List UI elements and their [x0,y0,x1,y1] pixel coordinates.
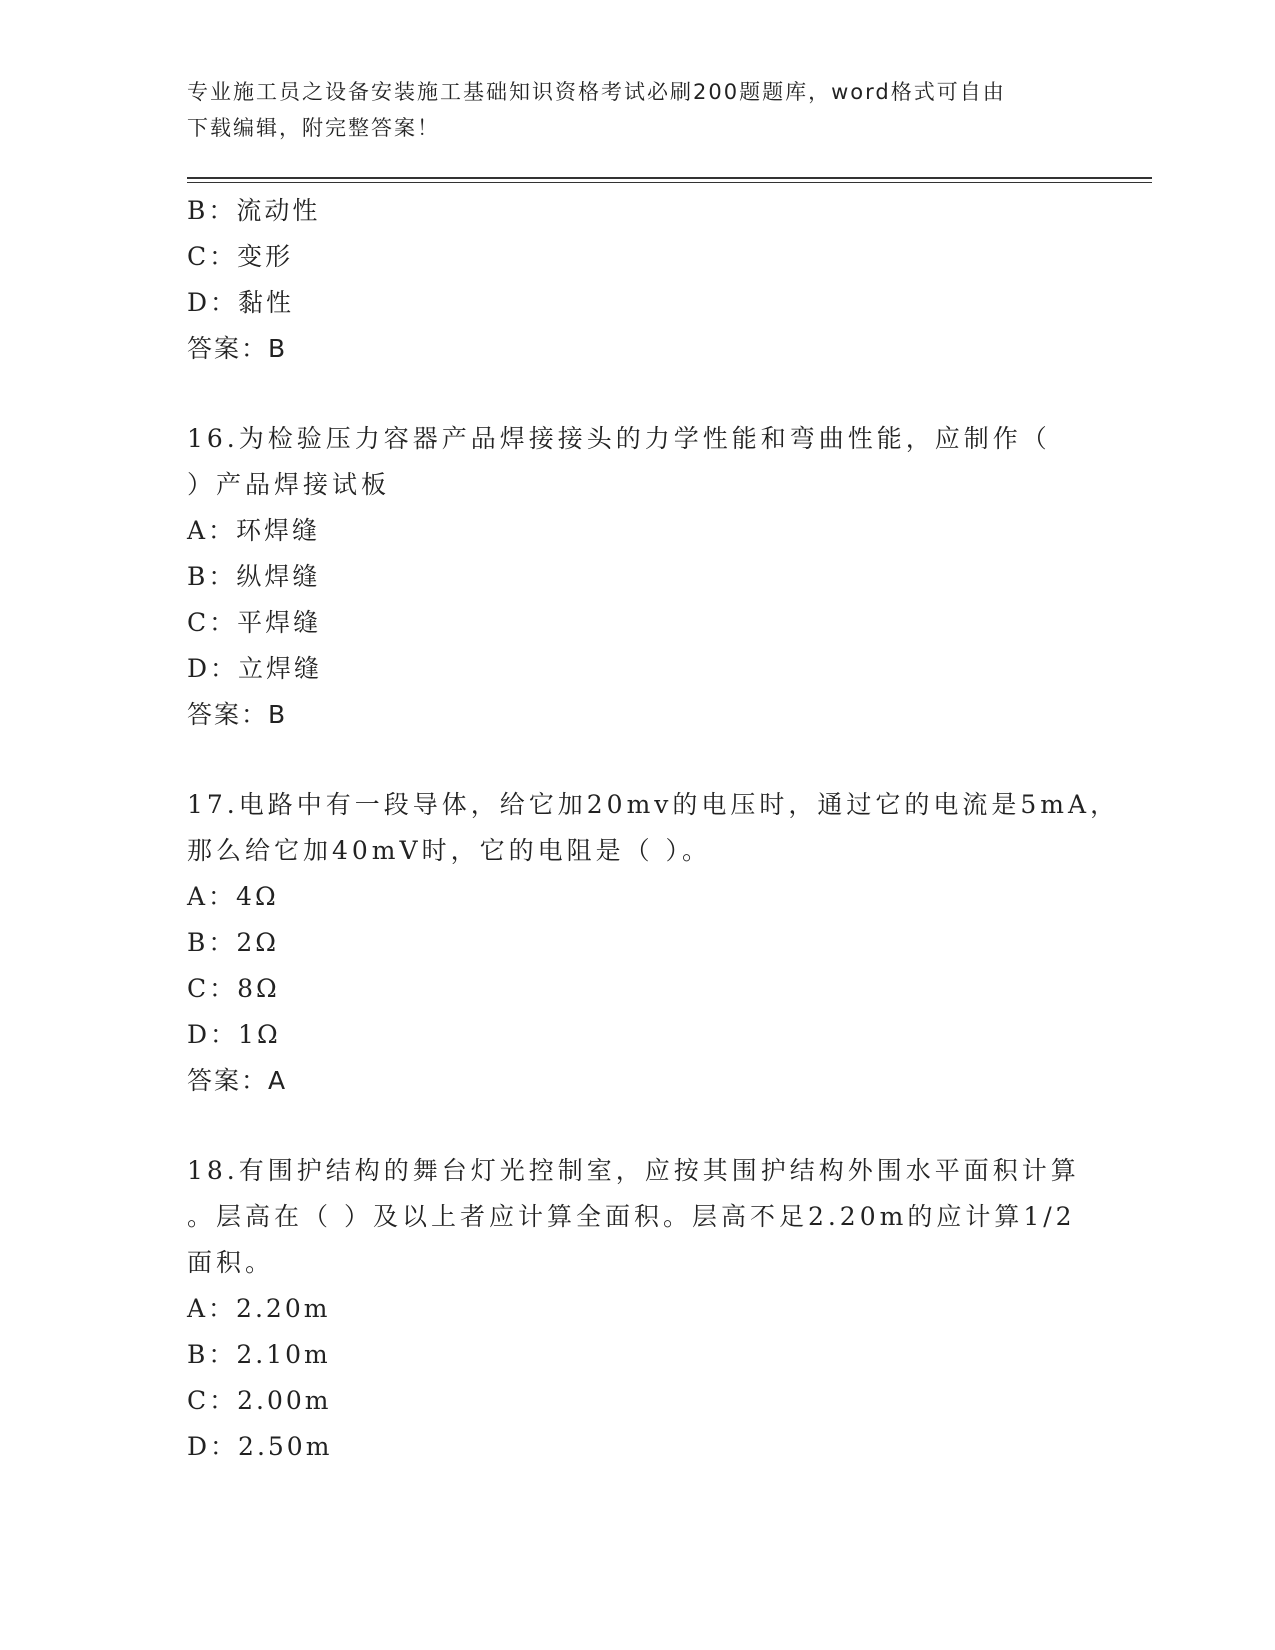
header-rule-thick [187,177,1152,179]
option-d: D：黏性 [187,288,295,317]
option-c: C：平焊缝 [187,608,322,637]
option-b: B：纵焊缝 [187,562,321,591]
question-18 [187,1148,1087,1470]
document-header [187,74,1067,146]
question-stem: 17.电路中有一段导体，给它加20mv的电压时，通过它的电流是5mA， [187,790,1120,819]
question-stem: 。层高在（ ）及以上者应计算全面积。层高不足2.20m的应计算1/2 [187,1202,1076,1231]
header-line-1: 专业施工员之设备安装施工基础知识资格考试必刷200题题库，word格式可自由 [187,80,1006,104]
option-d: D：1Ω [187,1020,281,1049]
question-stem: ）产品焊接试板 [187,470,391,499]
question-16 [187,416,1087,738]
answer-line: 答案：B [187,334,288,363]
header-line-2: 下载编辑，附完整答案！ [187,116,440,140]
option-a: A：4Ω [187,882,279,911]
question-stem: 16.为检验压力容器产品焊接接头的力学性能和弯曲性能，应制作（ [187,424,1051,453]
question-stem: 那么给它加40mV时，它的电阻是（ ）。 [187,836,712,865]
option-d: D：立焊缝 [187,654,323,683]
question-15-tail [187,188,1087,372]
question-stem: 18.有围护结构的舞台灯光控制室，应按其围护结构外围水平面积计算 [187,1156,1080,1185]
option-b: B：2Ω [187,928,280,957]
question-17 [187,782,1120,1104]
option-b: B：流动性 [187,196,321,225]
option-d: D：2.50m [187,1432,333,1461]
header-rule-thin [187,182,1152,183]
question-stem: 面积。 [187,1248,275,1277]
option-c: C：变形 [187,242,294,271]
option-b: B：2.10m [187,1340,331,1369]
question-content [187,188,1120,1470]
option-c: C：8Ω [187,974,280,1003]
answer-line: 答案：B [187,700,288,729]
answer-line: 答案：A [187,1066,288,1095]
option-a: A：环焊缝 [187,516,321,545]
option-a: A：2.20m [187,1294,331,1323]
option-c: C：2.00m [187,1386,332,1415]
